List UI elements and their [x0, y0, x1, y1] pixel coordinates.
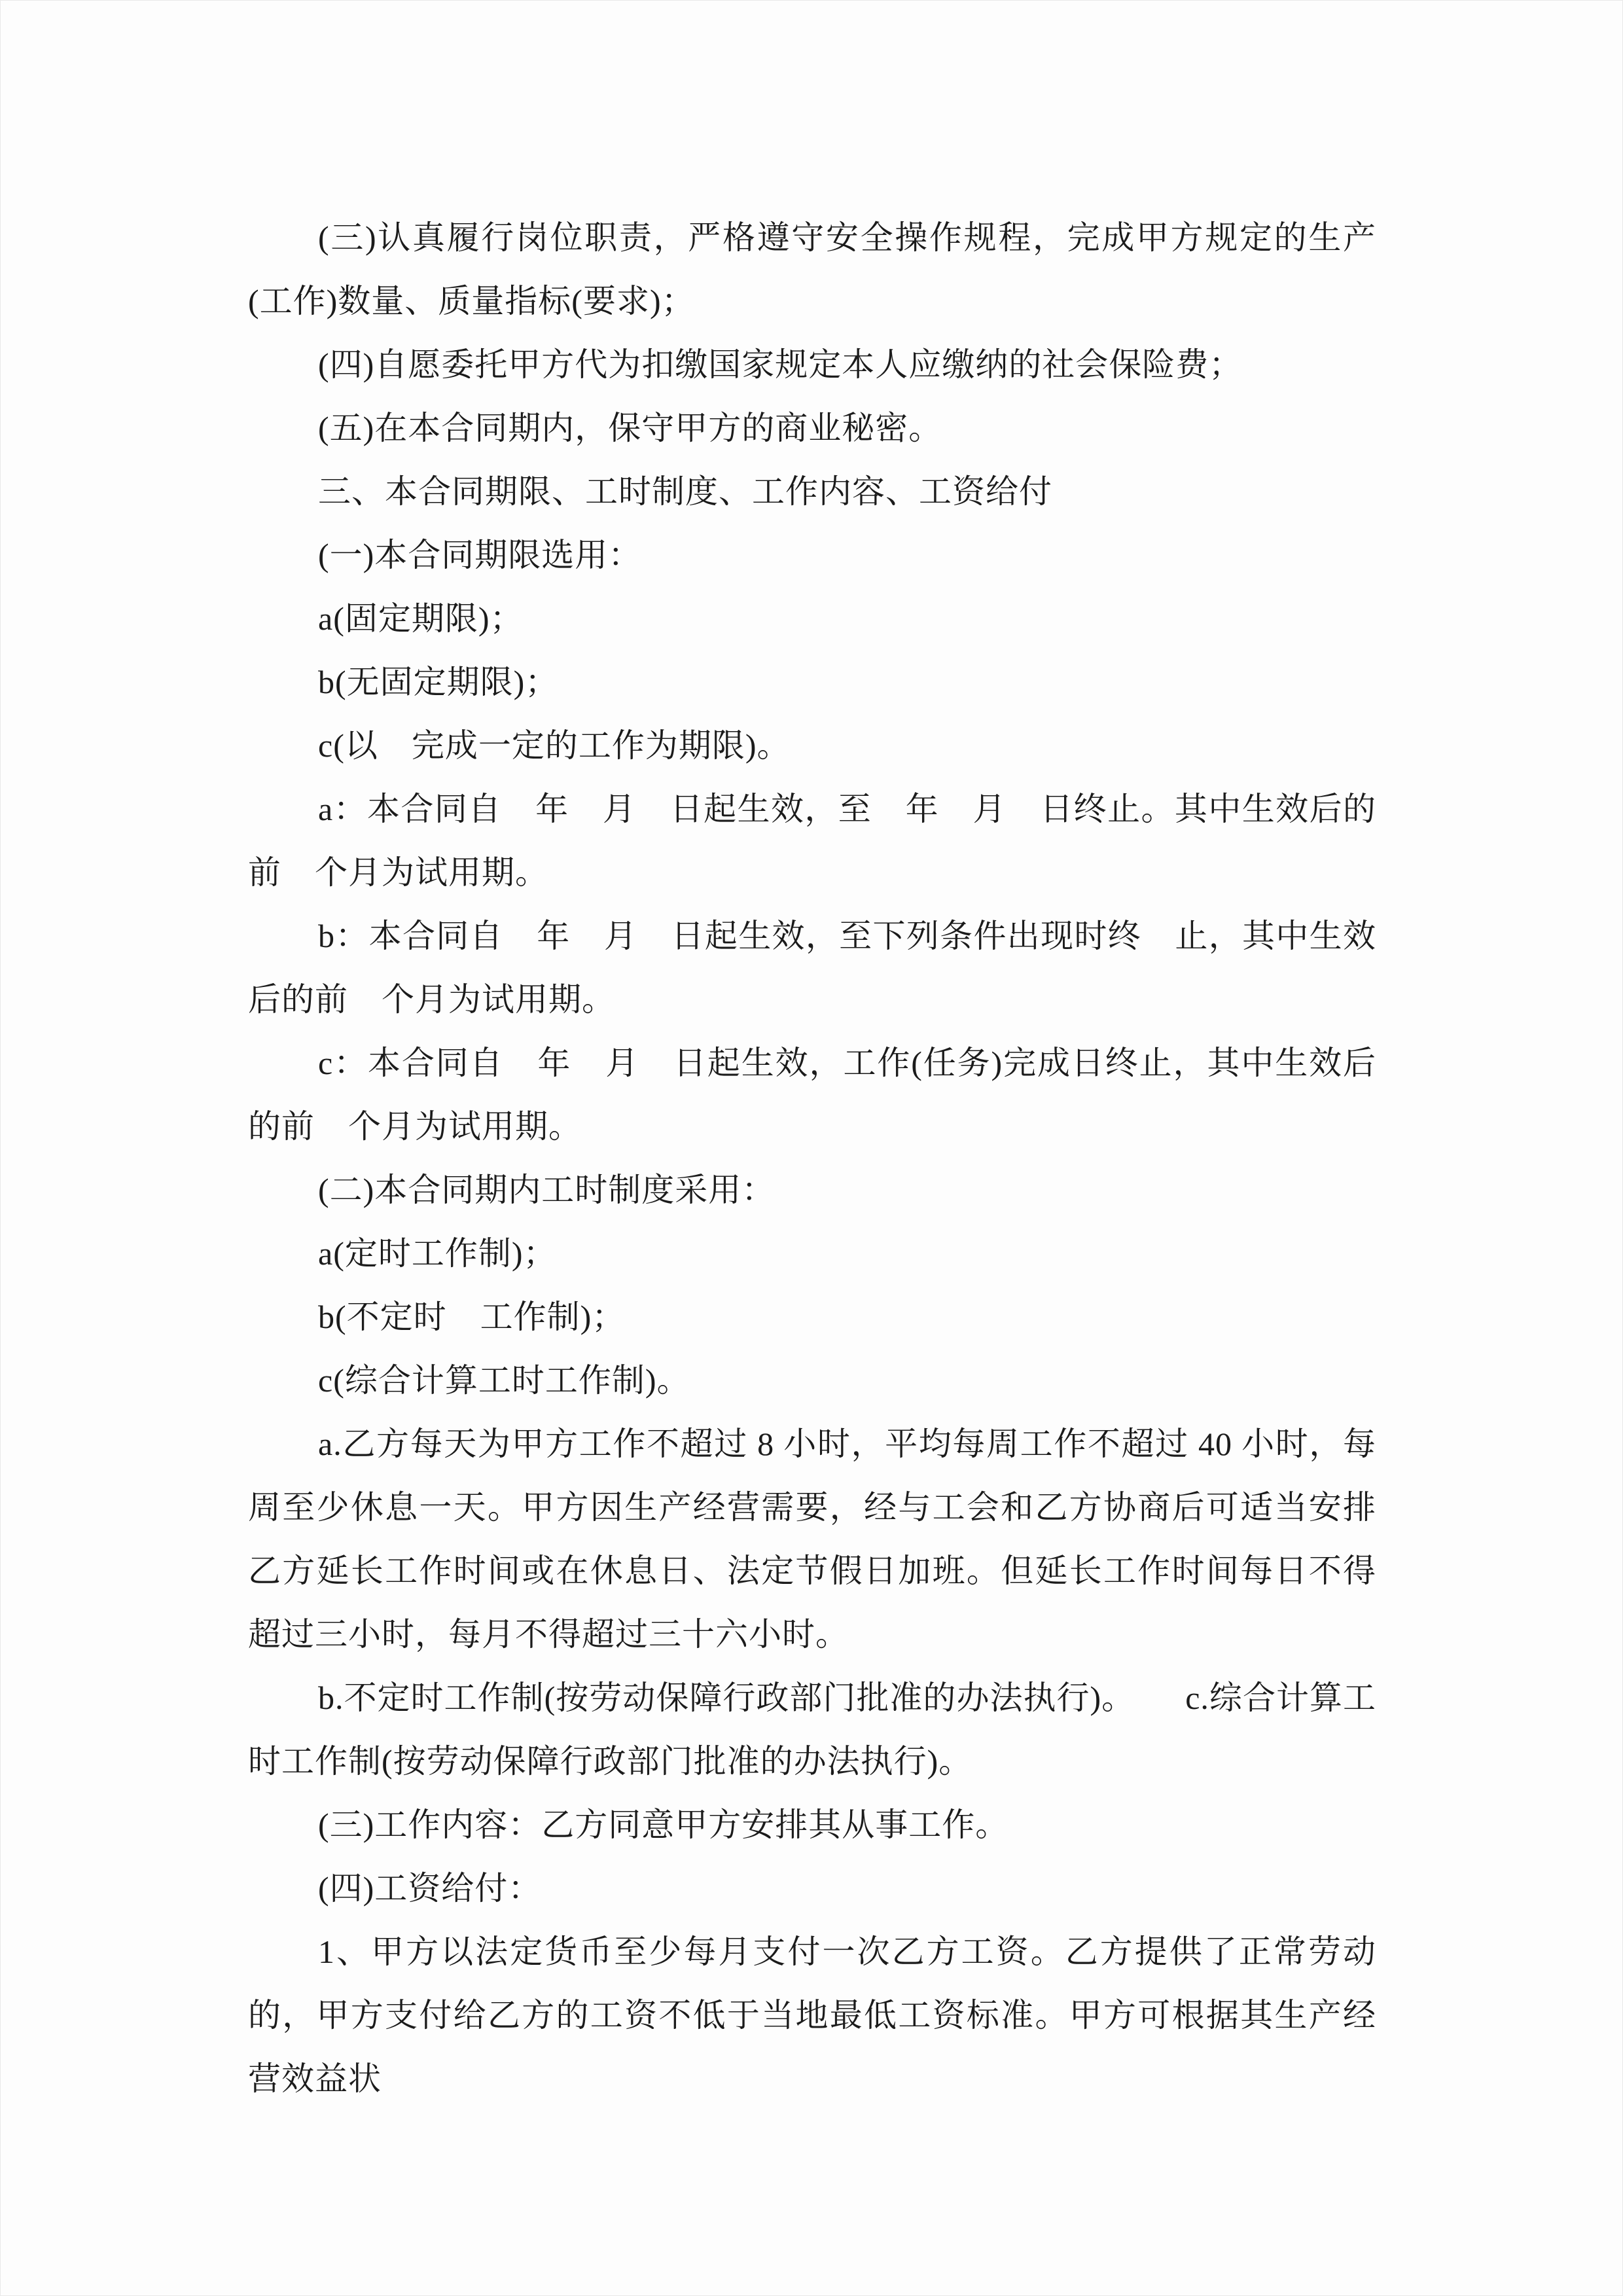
- contract-paragraph: (四)自愿委托甲方代为扣缴国家规定本人应缴纳的社会保险费；: [318, 346, 1243, 383]
- contract-paragraph: a(固定期限)；: [318, 600, 524, 637]
- contract-paragraph: c：本合同自 年 月 日起生效，工作(任务)完成日终止，其中生效后的前 个月为试用期。: [248, 1045, 1376, 1145]
- contract-paragraph: (四)工资给付：: [318, 1870, 542, 1907]
- contract-paragraph: b(无固定期限)；: [318, 664, 559, 700]
- contract-text-block: [248, 206, 1376, 2111]
- contract-paragraph: 三、本合同期限、工时制度、工作内容、工资给付: [318, 473, 1052, 510]
- contract-paragraph: a(定时工作制)；: [318, 1235, 557, 1272]
- contract-paragraph: (一)本合同期限选用：: [318, 537, 642, 573]
- contract-paragraph: b.不定时工作制(按劳动保障行政部门批准的办法执行)。 c.综合计算工时工作制(按劳动保障行政部门批准的办法执行)。: [248, 1679, 1376, 1780]
- contract-paragraph: 1、甲方以法定货币至少每月支付一次乙方工资。乙方提供了正常劳动的，甲方支付给乙方的工资不低于当地最低工资标准。甲方可根据其生产经营效益状: [248, 1933, 1376, 2097]
- contract-paragraph: c(综合计算工时工作制)。: [318, 1362, 690, 1399]
- contract-paragraph: b：本合同自 年 月 日起生效，至下列条件出现时终 止，其中生效后的前 个月为试用期。: [248, 918, 1376, 1018]
- contract-paragraph: a.乙方每天为甲方工作不超过 8 小时，平均每周工作不超过 40 小时，每周至少休息一天。甲方因生产经营需要，经与工会和乙方协商后可适当安排乙方延长工作时间或在休息日、法定节假日加班。但延长工作时间每日不得超过三小时，每月不得超过三十六小时。: [248, 1426, 1376, 1653]
- contract-paragraph: b(不定时 工作制)；: [318, 1299, 626, 1335]
- contract-paragraph: (三)认真履行岗位职责，严格遵守安全操作规程，完成甲方规定的生产(工作)数量、质量指标(要求)；: [248, 219, 1376, 319]
- contract-paragraph: (二)本合同期内工时制度采用：: [318, 1172, 776, 1208]
- contract-paragraph: a：本合同自 年 月 日起生效，至 年 月 日终止。其中生效后的前 个月为试用期。: [248, 791, 1376, 891]
- contract-paragraph: (三)工作内容：乙方同意甲方安排其从事工作。: [318, 1806, 1009, 1843]
- contract-paragraph: c(以 完成一定的工作为期限)。: [318, 727, 791, 764]
- contract-paragraph: (五)在本合同期内，保守甲方的商业秘密。: [318, 410, 942, 446]
